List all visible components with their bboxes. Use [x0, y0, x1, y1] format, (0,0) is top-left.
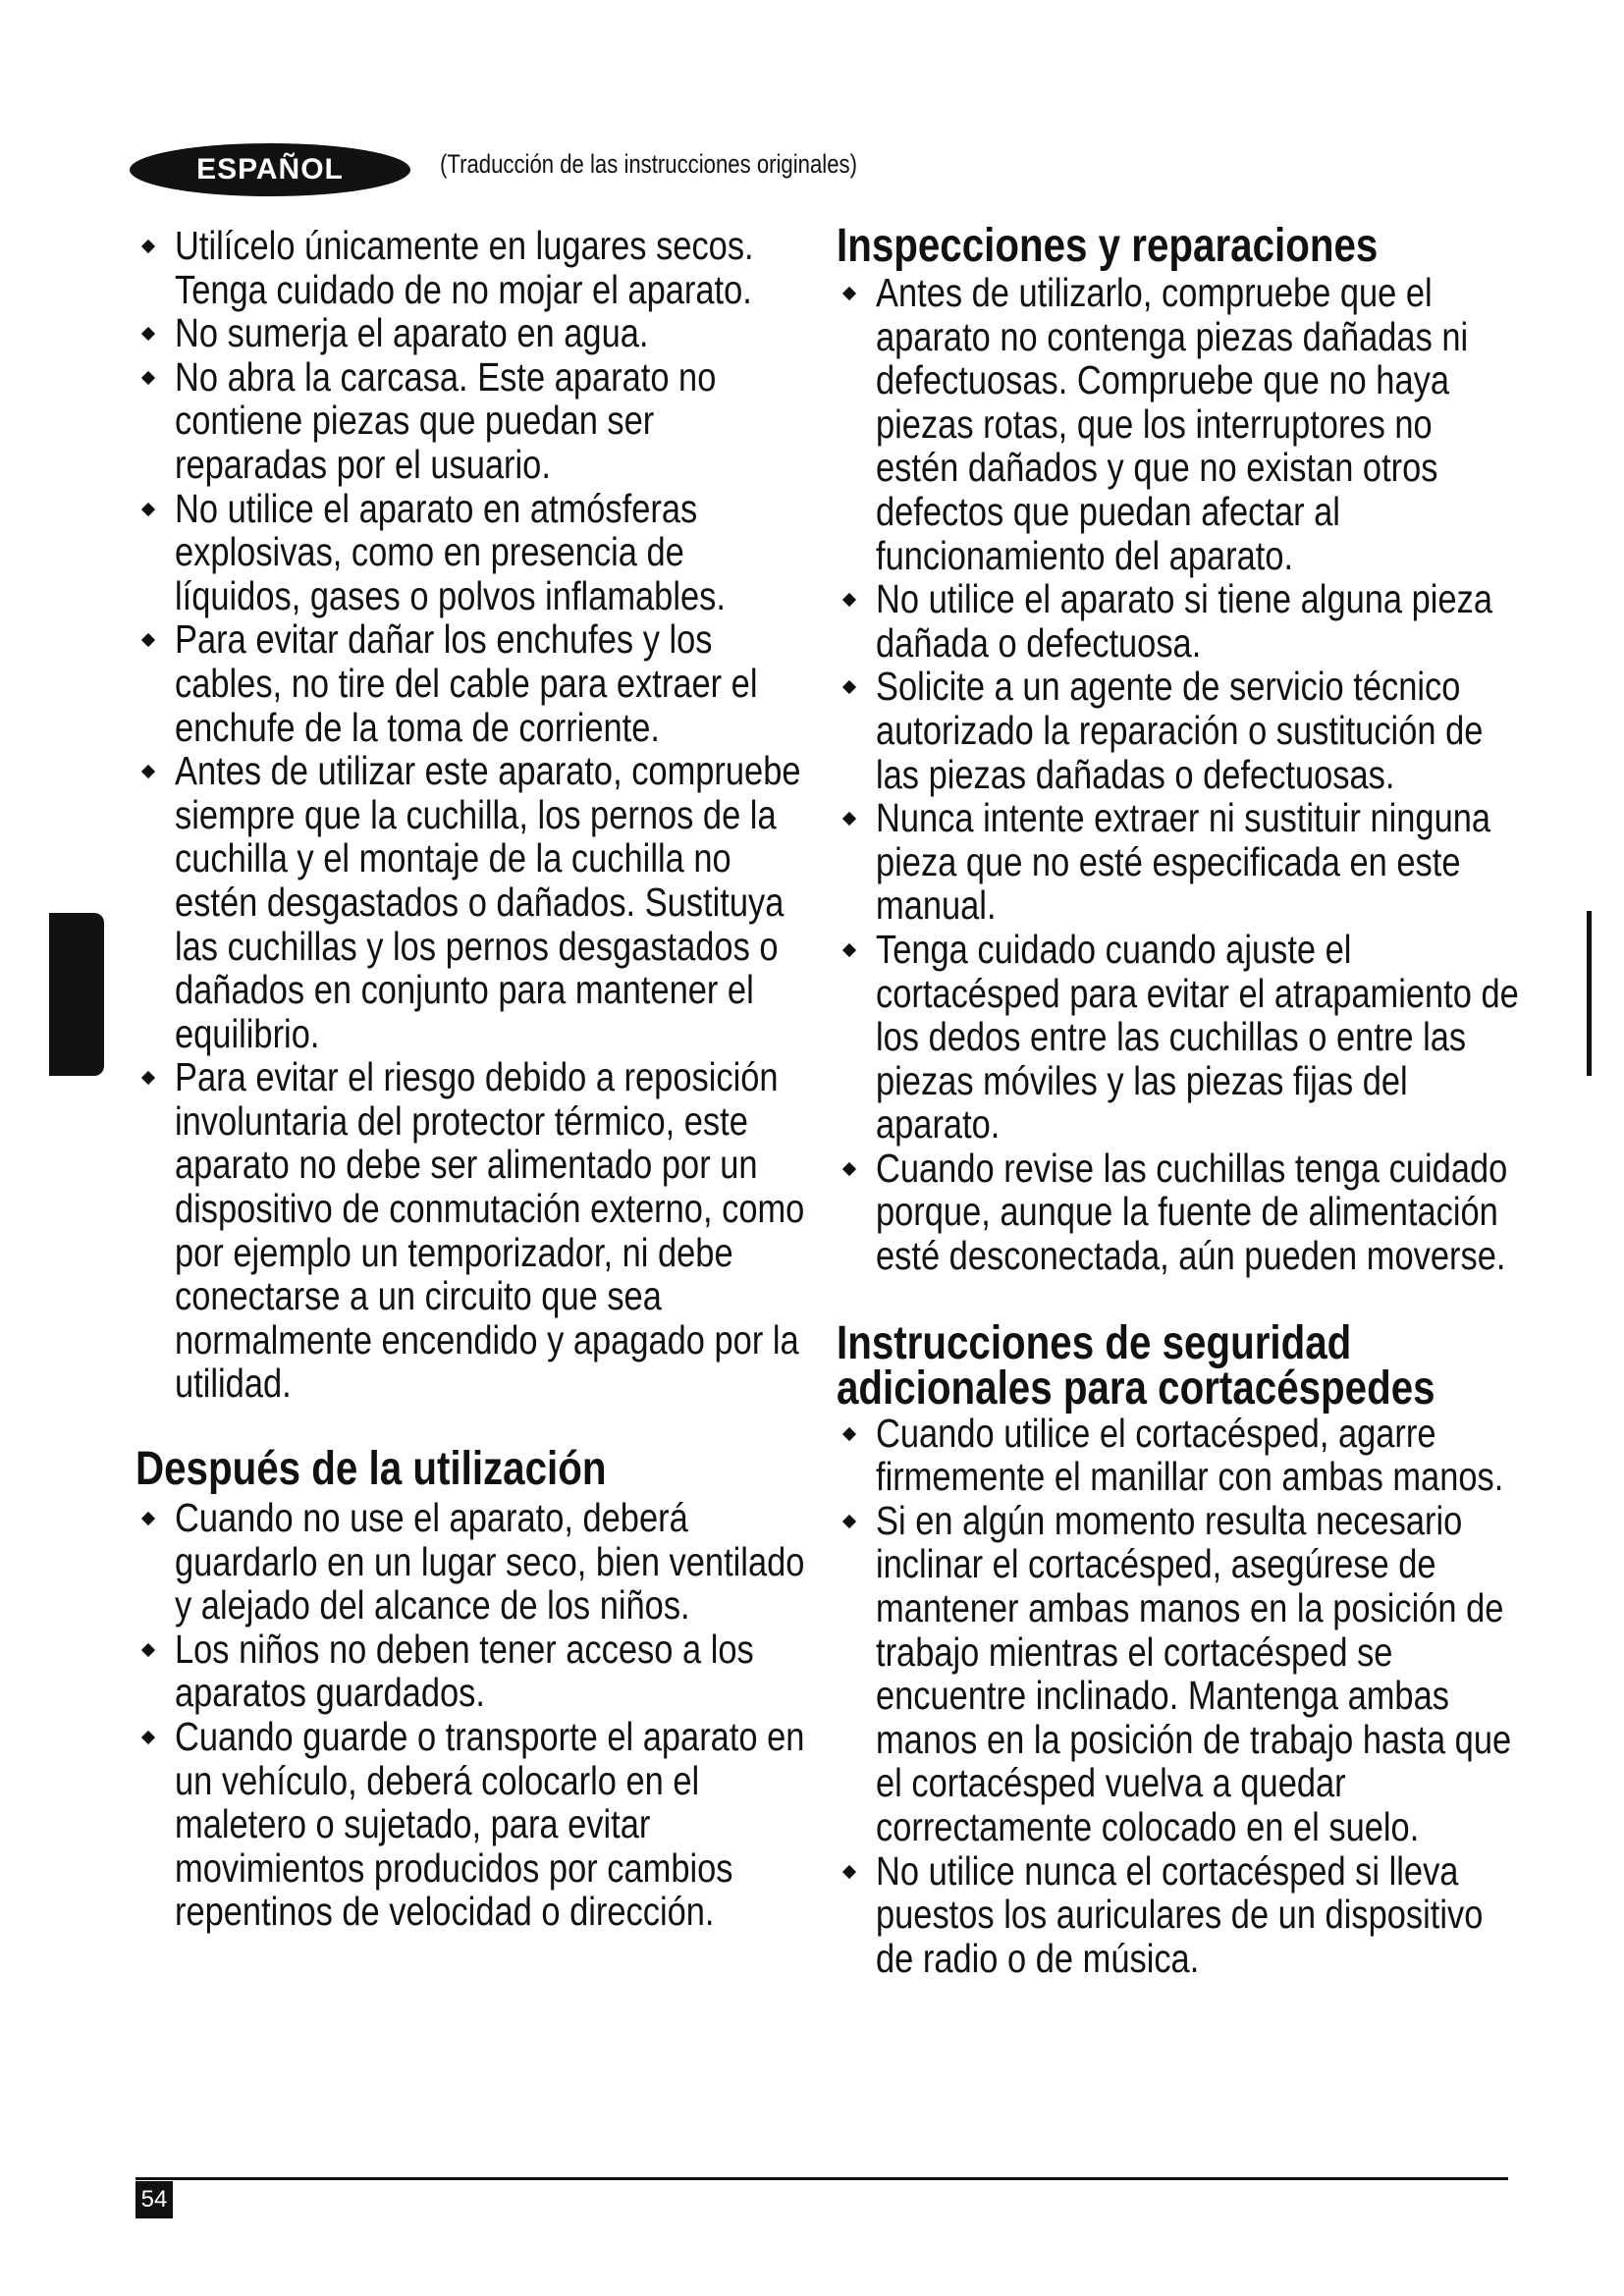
diamond-bullet-icon — [141, 371, 155, 385]
diamond-bullet-icon — [141, 633, 155, 647]
list-item: No utilice el aparato en atmósferas explosivas, como en presencia de líquidos, gases o polvos inflamables. — [135, 487, 813, 618]
after-use-heading: Después de la utilización — [135, 1443, 607, 1496]
diamond-bullet-icon — [842, 1427, 856, 1441]
list-item: Antes de utilizarlo, compruebe que el aparato no contenga piezas dañadas ni defectuosas. Compruebe que no haya piezas rotas, que los interruptores no estén dañados y que no existan otros defectos que puedan afectar al funcionamiento del aparato. — [837, 271, 1524, 577]
inspections-heading: Inspecciones y reparaciones — [837, 220, 1379, 272]
list-item: Nunca intente extraer ni sustituir ninguna pieza que no esté especificada en este manual. — [837, 796, 1524, 928]
list-item: Los niños no deben tener acceso a los aparatos guardados. — [135, 1628, 813, 1715]
diamond-bullet-icon — [842, 1515, 856, 1528]
mower-safety-list — [837, 1412, 1524, 1981]
language-badge: ESPAÑOL — [130, 143, 410, 196]
diamond-bullet-icon — [141, 1731, 155, 1744]
diamond-bullet-icon — [842, 1865, 856, 1879]
intro-safety-list — [135, 224, 813, 1406]
left-column — [135, 224, 813, 1934]
list-item: Solicite a un agente de servicio técnico autorizado la reparación o sustitución de las piezas dañadas o defectuosas. — [837, 665, 1524, 796]
list-item: Utilícelo únicamente en lugares secos. Tenga cuidado de no mojar el aparato. — [135, 224, 813, 311]
list-item: Para evitar dañar los enchufes y los cables, no tire del cable para extraer el enchufe de la toma de corriente. — [135, 617, 813, 749]
diamond-bullet-icon — [141, 1643, 155, 1657]
page-number: 54 — [135, 2181, 173, 2218]
list-item: Antes de utilizar este aparato, compruebe siempre que la cuchilla, los pernos de la cuchilla y el montaje de la cuchilla no estén desgastados o dañados. Sustituya las cuchillas y los pernos desgastados o dañados en conjunto para mantener el equilibrio. — [135, 749, 813, 1055]
list-item: No utilice nunca el cortacésped si lleva puestos los auriculares de un dispositivo de radio o de música. — [837, 1849, 1524, 1981]
diamond-bullet-icon — [141, 327, 155, 341]
list-item: Cuando no use el aparato, deberá guardarlo en un lugar seco, bien ventilado y alejado del alcance de los niños. — [135, 1496, 813, 1628]
right-margin-bar — [1587, 911, 1592, 1076]
diamond-bullet-icon — [141, 1512, 155, 1525]
translation-note: (Traducción de las instrucciones originales) — [440, 149, 857, 179]
diamond-bullet-icon — [842, 812, 856, 826]
list-item: Cuando revise las cuchillas tenga cuidado porque, aunque la fuente de alimentación esté desconectada, aún pueden moverse. — [837, 1147, 1524, 1278]
diamond-bullet-icon — [141, 240, 155, 253]
list-item: Tenga cuidado cuando ajuste el cortacésped para evitar el atrapamiento de los dedos entre las cuchillas o entre las piezas móviles y las piezas fijas del aparato. — [837, 928, 1524, 1147]
diamond-bullet-icon — [141, 502, 155, 515]
section-thumb-tab — [49, 913, 104, 1076]
diamond-bullet-icon — [141, 1071, 155, 1085]
inspections-list — [837, 271, 1524, 1278]
right-column — [837, 220, 1524, 1981]
list-item: No utilice el aparato si tiene alguna pieza dañada o defectuosa. — [837, 577, 1524, 665]
diamond-bullet-icon — [842, 287, 856, 300]
list-item: No abra la carcasa. Este aparato no contiene piezas que puedan ser reparadas por el usuario. — [135, 355, 813, 487]
list-item: No sumerja el aparato en agua. — [135, 311, 813, 355]
diamond-bullet-icon — [842, 943, 856, 957]
diamond-bullet-icon — [842, 593, 856, 607]
list-item: Si en algún momento resulta necesario inclinar el cortacésped, asegúrese de mantener ambas manos en la posición de trabajo mientras el cortacésped se encuentre inclinado. Mantenga ambas manos en la posición de trabajo hasta que el cortacésped vuelva a quedar correctamente colocado en el suelo. — [837, 1499, 1524, 1849]
list-item: Cuando guarde o transporte el aparato en un vehículo, deberá colocarlo en el maletero o sujetado, para evitar movimientos producidos por cambios repentinos de velocidad o dirección. — [135, 1715, 813, 1934]
after-use-list — [135, 1496, 813, 1934]
list-item: Cuando utilice el cortacésped, agarre firmemente el manillar con ambas manos. — [837, 1412, 1524, 1499]
footer-rule — [135, 2177, 1508, 2180]
mower-safety-heading: Instrucciones de seguridad adicionales para cortacéspedes — [837, 1316, 1435, 1415]
list-item: Para evitar el riesgo debido a reposición involuntaria del protector térmico, este aparato no debe ser alimentado por un dispositivo de conmutación externo, como por ejemplo un temporizador, ni debe conectarse a un circuito que sea normalmente encendido y apagado por la utilidad. — [135, 1055, 813, 1406]
diamond-bullet-icon — [141, 765, 155, 778]
diamond-bullet-icon — [842, 1162, 856, 1176]
diamond-bullet-icon — [842, 680, 856, 694]
